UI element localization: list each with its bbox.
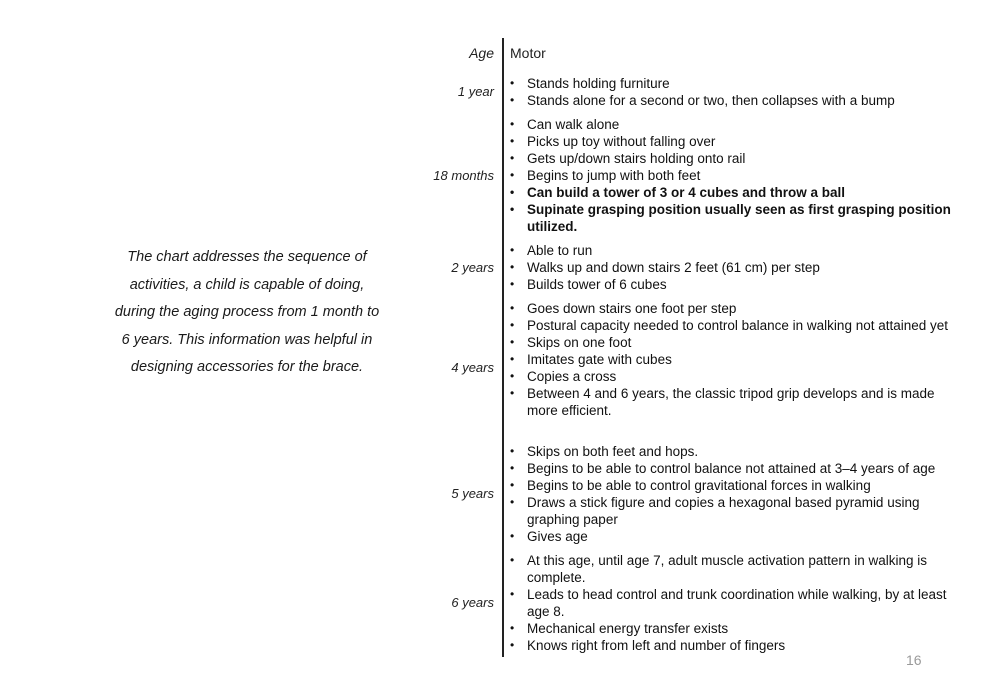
milestone-item: • Postural capacity needed to control balance in walking not attained yet [510, 317, 955, 334]
milestone-item: • Mechanical energy transfer exists [510, 620, 955, 637]
milestone-item: • Picks up toy without falling over [510, 133, 955, 150]
milestone-item: • Between 4 and 6 years, the classic tripod grip develops and is made more efficient. [510, 385, 955, 419]
age-label: 6 years [451, 595, 494, 610]
milestone-row-1-year [0, 75, 1000, 109]
chart-description: The chart addresses the sequence of activities, a child is capable of doing, during the aging process from 1 month to 6 years. This information was helpful in designing accessories for the brace. [114, 249, 380, 375]
age-column-header: Age [469, 45, 494, 61]
milestone-item: • Skips on one foot [510, 334, 955, 351]
milestone-row-5-years [0, 443, 1000, 545]
milestone-list [510, 242, 955, 293]
milestone-item: • Draws a stick figure and copies a hexagonal based pyramid using graphing paper [510, 494, 955, 528]
milestone-item: • Begins to be able to control balance not attained at 3–4 years of age [510, 460, 955, 477]
milestone-item: • Knows right from left and number of fingers [510, 637, 955, 654]
milestone-item: • Able to run [510, 242, 955, 259]
milestone-item: • At this age, until age 7, adult muscle activation pattern in walking is complete. [510, 552, 955, 586]
age-label: 5 years [451, 486, 494, 501]
milestone-item: • Stands alone for a second or two, then collapses with a bump [510, 92, 955, 109]
milestone-item: • Begins to be able to control gravitational forces in walking [510, 477, 955, 494]
age-label: 18 months [433, 167, 494, 183]
milestone-item: • Gets up/down stairs holding onto rail [510, 150, 955, 167]
milestone-item: • Skips on both feet and hops. [510, 443, 955, 460]
milestone-item: • Goes down stairs one foot per step [510, 300, 955, 317]
milestone-item: • Can walk alone [510, 116, 955, 133]
milestone-item: • Gives age [510, 528, 955, 545]
page-number: 16 [906, 652, 922, 668]
milestone-item: • Stands holding furniture [510, 75, 955, 92]
milestone-list [510, 116, 955, 235]
milestone-row-6-years [0, 552, 1000, 654]
milestone-item: • Supinate grasping position usually seen as first grasping position utilized. [510, 201, 955, 235]
milestone-item: • Leads to head control and trunk coordination while walking, by at least age 8. [510, 586, 955, 620]
milestone-item: • Builds tower of 6 cubes [510, 276, 955, 293]
milestone-row-2-years [0, 242, 1000, 293]
milestone-list [510, 552, 955, 654]
milestone-item: • Begins to jump with both feet [510, 167, 955, 184]
age-label: 1 year [457, 84, 494, 99]
milestone-row-4-years [0, 300, 1000, 436]
milestone-item: • Copies a cross [510, 368, 955, 385]
milestone-list [510, 443, 955, 545]
milestone-row-18-months [0, 116, 1000, 235]
motor-column-header: Motor [510, 45, 546, 61]
milestone-item: • Walks up and down stairs 2 feet (61 cm) per step [510, 259, 955, 276]
age-label: 2 years [451, 259, 494, 275]
milestone-list [510, 75, 955, 109]
milestone-item: • Can build a tower of 3 or 4 cubes and throw a ball [510, 184, 955, 201]
milestone-item: • Imitates gate with cubes [510, 351, 955, 368]
milestone-list [510, 300, 955, 419]
age-label: 4 years [451, 360, 494, 375]
